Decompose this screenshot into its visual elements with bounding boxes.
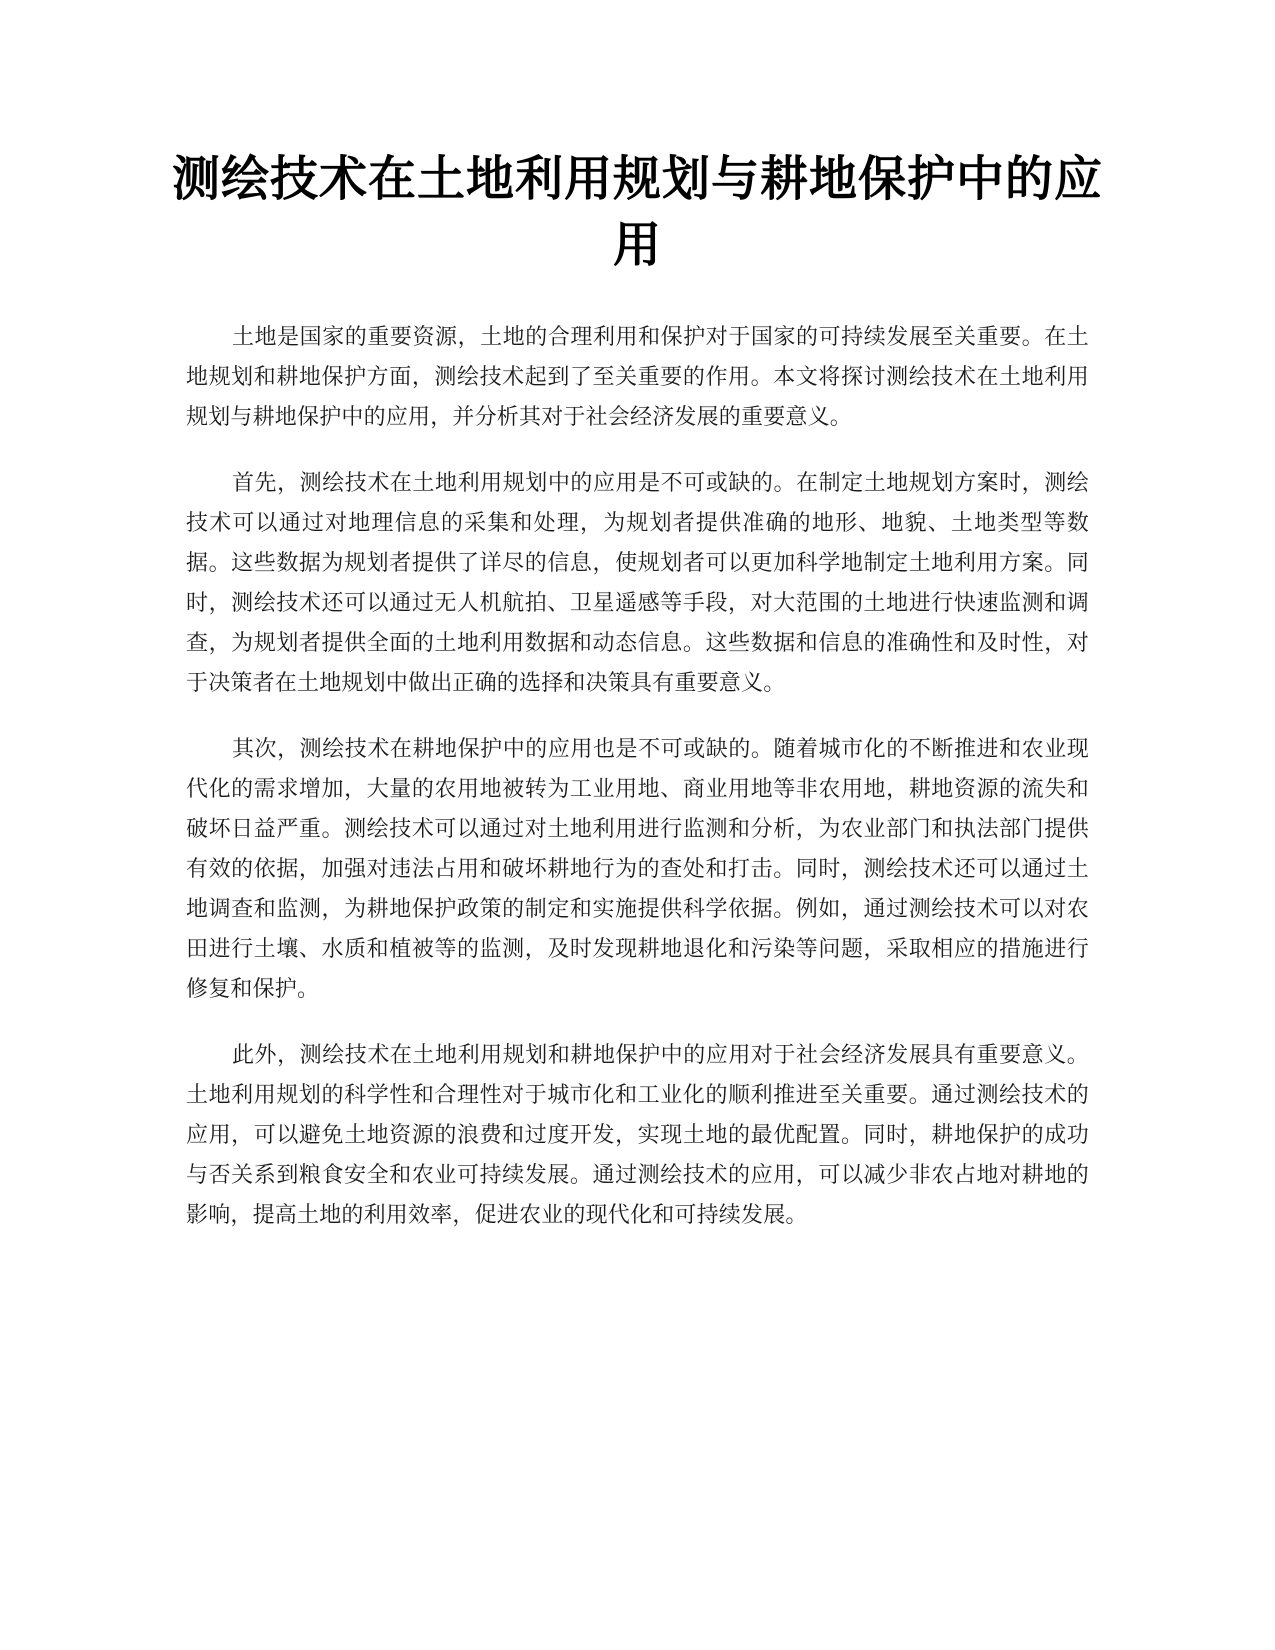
paragraph-economic-significance: 此外，测绘技术在土地利用规划和耕地保护中的应用对于社会经济发展具有重要意义。土地利用规划的科学性和合理性对于城市化和工业化的顺利推进至关重要。通过测绘技术的应用，可以避免土地资源的浪费和过度开发，实现土地的最优配置。同时，耕地保护的成功与否关系到粮食安全和农业可持续发展。通过测绘技术的应用，可以减少非农占地对耕地的影响，提高土地的利用效率，促进农业的现代化和可持续发展。 <box>186 1043 1089 1228</box>
paragraph-land-planning: 首先，测绘技术在土地利用规划中的应用是不可或缺的。在制定土地规划方案时，测绘技术可以通过对地理信息的采集和处理，为规划者提供准确的地形、地貌、土地类型等数据。这些数据为规划者提供了详尽的信息，使规划者可以更加科学地制定土地利用方案。同时，测绘技术还可以通过无人机航拍、卫星遥感等手段，对大范围的土地进行快速监测和调查，为规划者提供全面的土地利用数据和动态信息。这些数据和信息的准确性和及时性，对于决策者在土地规划中做出正确的选择和决策具有重要意义。 <box>186 471 1089 696</box>
paragraph-farmland-protection: 其次，测绘技术在耕地保护中的应用也是不可或缺的。随着城市化的不断推进和农业现代化的需求增加，大量的农用地被转为工业用地、商业用地等非农用地，耕地资源的流失和破坏日益严重。测绘技术可以通过对土地利用进行监测和分析，为农业部门和执法部门提供有效的依据，加强对违法占用和破坏耕地行为的查处和打击。同时，测绘技术还可以通过土地调查和监测，为耕地保护政策的制定和实施提供科学依据。例如，通过测绘技术可以对农田进行土壤、水质和植被等的监测，及时发现耕地退化和污染等问题，采取相应的措施进行修复和保护。 <box>186 737 1089 1002</box>
paragraph-intro: 土地是国家的重要资源，土地的合理利用和保护对于国家的可持续发展至关重要。在土地规划和耕地保护方面，测绘技术起到了至关重要的作用。本文将探讨测绘技术在土地利用规划与耕地保护中的应用，并分析其对于社会经济发展的重要意义。 <box>186 325 1089 430</box>
document-body <box>186 318 1089 1262</box>
document-title: 测绘技术在土地利用规划与耕地保护中的应用 <box>171 151 1103 273</box>
